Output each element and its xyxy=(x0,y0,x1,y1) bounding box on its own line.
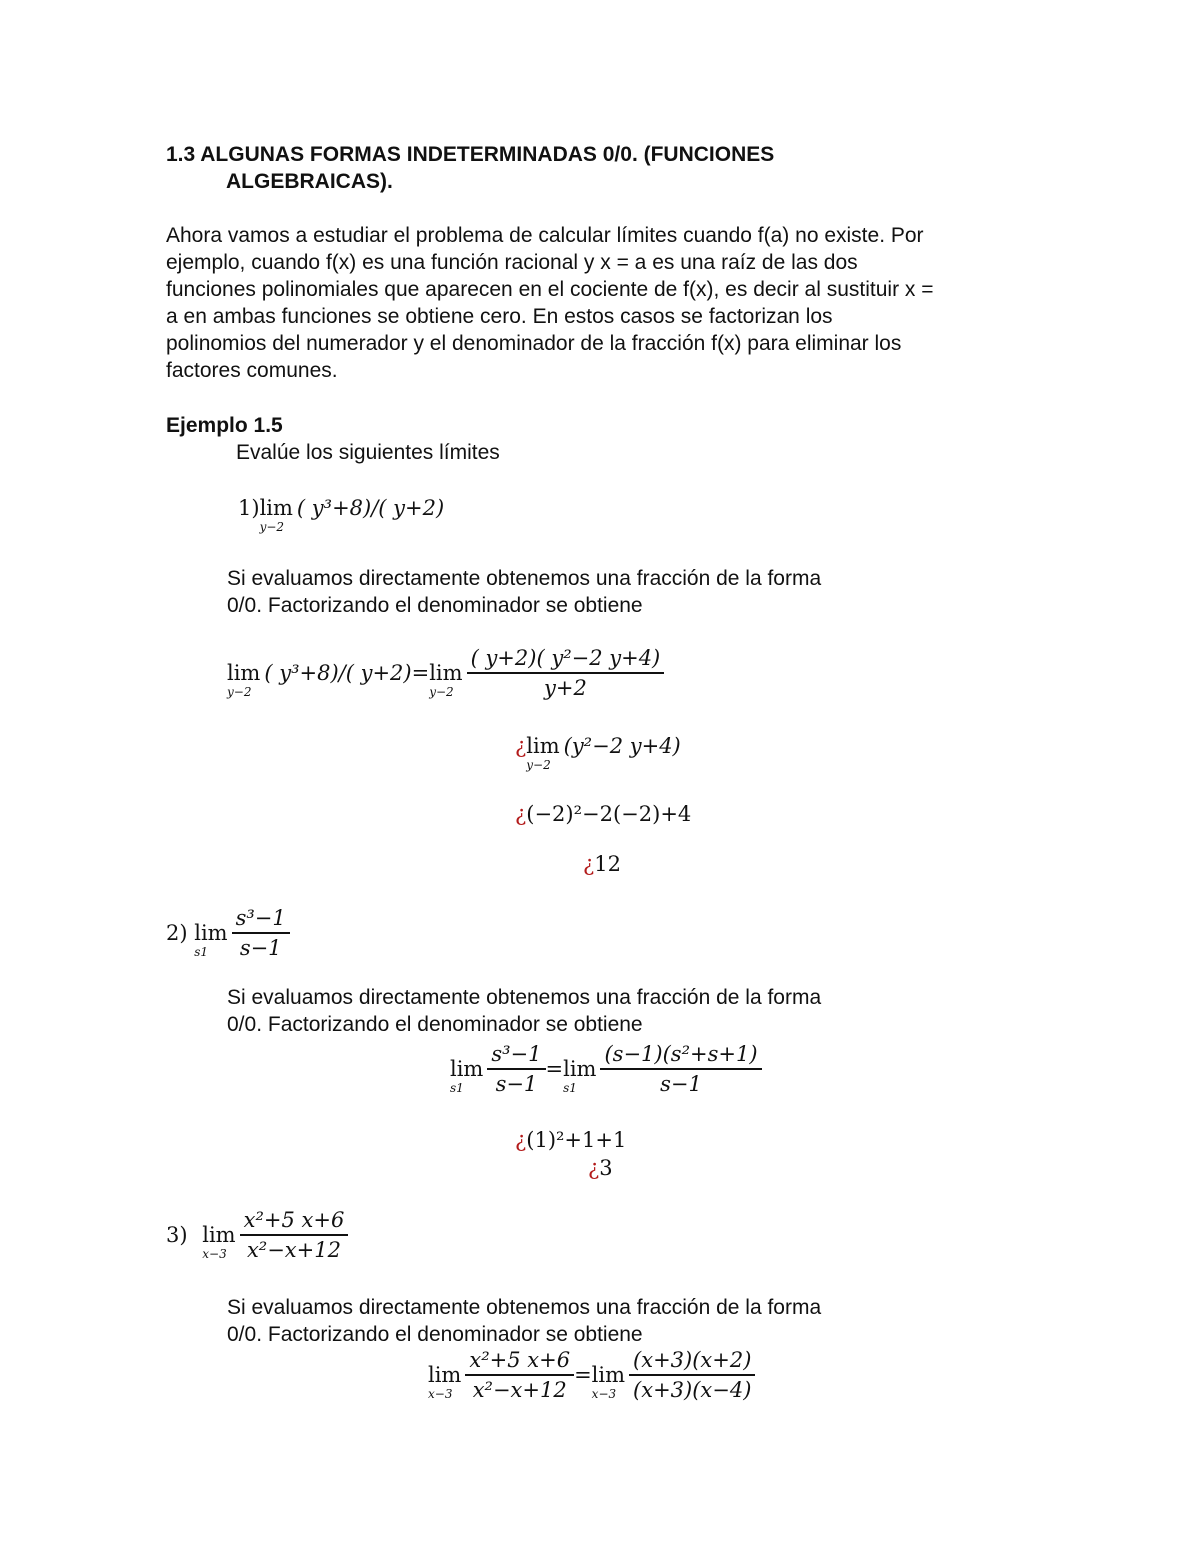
lim-operator: lim y−2 xyxy=(259,496,293,534)
lim-operator: lim x−3 xyxy=(591,1363,626,1401)
intro-line: a en ambas funciones se obtiene cero. En estos casos se factorizan los xyxy=(166,305,833,328)
lim-subscript: y−2 xyxy=(526,758,551,772)
lim-subscript: y−2 xyxy=(259,520,285,534)
problem-3-factorization xyxy=(428,1348,755,1402)
problem-2-fraction-rhs xyxy=(600,1042,761,1096)
problem-3-fraction-rhs xyxy=(629,1348,755,1402)
result-value: 12 xyxy=(594,852,621,876)
problem-1-factorization xyxy=(227,646,664,700)
problem-1-lhs: ( y³+8)/( y+2)= xyxy=(264,661,430,685)
fraction-denominator: x²−x+12 xyxy=(246,1238,341,1262)
explanation-1-line2: 0/0. Factorizando el denominador se obtiene xyxy=(227,594,643,617)
example-title: Ejemplo 1.5 xyxy=(166,414,283,437)
fraction-denominator: x²−x+12 xyxy=(472,1378,567,1402)
intro-line: factores comunes. xyxy=(166,359,338,382)
step-expression: (1)²+1+1 xyxy=(526,1128,627,1152)
intro-line: ejemplo, cuando f(x) es una función racional y x = a es una raíz de las dos xyxy=(166,251,858,274)
lim-subscript: x−3 xyxy=(428,1387,453,1401)
problem-3-fraction xyxy=(240,1208,349,1262)
intro-line: Ahora vamos a estudiar el problema de calcular límites cuando f(a) no existe. Por xyxy=(166,224,924,247)
inverted-question-mark: ¿ xyxy=(583,852,595,876)
fraction-denominator: s−1 xyxy=(495,1072,538,1096)
explanation-3-line2: 0/0. Factorizando el denominador se obtiene xyxy=(227,1323,643,1346)
problem-3-label: 3) xyxy=(166,1223,188,1247)
problem-2-label: 2) xyxy=(166,921,188,945)
step-expression: (y²−2 y+4) xyxy=(563,734,681,758)
fraction-denominator: y+2 xyxy=(544,676,587,700)
equals-sign: = xyxy=(545,1057,564,1081)
inverted-question-mark: ¿ xyxy=(588,1156,600,1180)
intro-line: polinomios del numerador y el denominador de la fracción f(x) para eliminar los xyxy=(166,332,902,355)
problem-1-fraction xyxy=(467,646,665,700)
lim-operator: lim y−2 xyxy=(526,734,560,772)
equals-sign: = xyxy=(574,1363,592,1387)
explanation-2-line1: Si evaluamos directamente obtenemos una fracción de la forma xyxy=(227,986,822,1009)
fraction-denominator: s−1 xyxy=(239,936,282,960)
example-instruction: Evalúe los siguientes límites xyxy=(236,441,500,464)
problem-1-result xyxy=(583,852,621,876)
result-value: 3 xyxy=(599,1156,613,1180)
section-heading-line2: ALGEBRAICAS). xyxy=(226,170,393,193)
lim-subscript: x−3 xyxy=(591,1387,617,1401)
problem-2-fraction-lhs xyxy=(487,1042,545,1096)
problem-2-fraction xyxy=(232,906,290,960)
explanation-2-line2: 0/0. Factorizando el denominador se obtiene xyxy=(227,1013,643,1036)
fraction-numerator: (s−1)(s²+s+1) xyxy=(600,1042,761,1070)
problem-2 xyxy=(166,906,290,960)
lim-operator: lim s1 xyxy=(194,921,228,959)
lim-operator: lim y−2 xyxy=(227,661,261,699)
intro-line: funciones polinomiales que aparecen en el cociente de f(x), es decir al sustituir x = xyxy=(166,278,934,301)
fraction-denominator: (x+3)(x−4) xyxy=(633,1378,752,1402)
inverted-question-mark: ¿ xyxy=(515,1128,527,1152)
fraction-denominator: s−1 xyxy=(660,1072,702,1096)
problem-1-label: 1) xyxy=(238,496,260,520)
fraction-numerator: (x+3)(x+2) xyxy=(629,1348,755,1376)
problem-1 xyxy=(238,496,445,534)
problem-1-expression: ( y³+8)/( y+2) xyxy=(296,496,445,520)
lim-subscript: s1 xyxy=(563,1081,577,1095)
lim-operator: lim y−2 xyxy=(429,661,463,699)
lim-subscript: s1 xyxy=(194,945,209,959)
problem-2-step2 xyxy=(515,1128,626,1152)
lim-subscript: y−2 xyxy=(227,685,252,699)
explanation-1-line1: Si evaluamos directamente obtenemos una fracción de la forma xyxy=(227,567,822,590)
lim-operator: lim x−3 xyxy=(202,1223,236,1261)
inverted-question-mark: ¿ xyxy=(515,802,527,826)
fraction-numerator: s³−1 xyxy=(232,906,290,934)
problem-3-fraction-lhs xyxy=(465,1348,574,1402)
problem-1-step3 xyxy=(515,802,691,826)
fraction-numerator: s³−1 xyxy=(487,1042,545,1070)
problem-3 xyxy=(166,1208,348,1262)
explanation-3-line1: Si evaluamos directamente obtenemos una fracción de la forma xyxy=(227,1296,822,1319)
step-expression: (−2)²−2(−2)+4 xyxy=(526,802,692,826)
inverted-question-mark: ¿ xyxy=(515,734,527,758)
fraction-numerator: x²+5 x+6 xyxy=(465,1348,574,1376)
intro-paragraph xyxy=(166,222,1046,384)
lim-subscript: s1 xyxy=(450,1081,464,1095)
lim-subscript: x−3 xyxy=(202,1247,227,1261)
fraction-numerator: x²+5 x+6 xyxy=(240,1208,349,1236)
problem-1-step2 xyxy=(515,734,681,772)
fraction-numerator: ( y+2)( y²−2 y+4) xyxy=(467,646,665,674)
problem-2-result xyxy=(588,1156,613,1180)
lim-operator: lim s1 xyxy=(563,1057,597,1095)
lim-subscript: y−2 xyxy=(429,685,454,699)
section-heading-line1: 1.3 ALGUNAS FORMAS INDETERMINADAS 0/0. (FUNCIONES xyxy=(166,143,775,166)
lim-operator: lim x−3 xyxy=(428,1363,462,1401)
lim-operator: lim s1 xyxy=(450,1057,484,1095)
problem-2-factorization xyxy=(450,1042,762,1096)
